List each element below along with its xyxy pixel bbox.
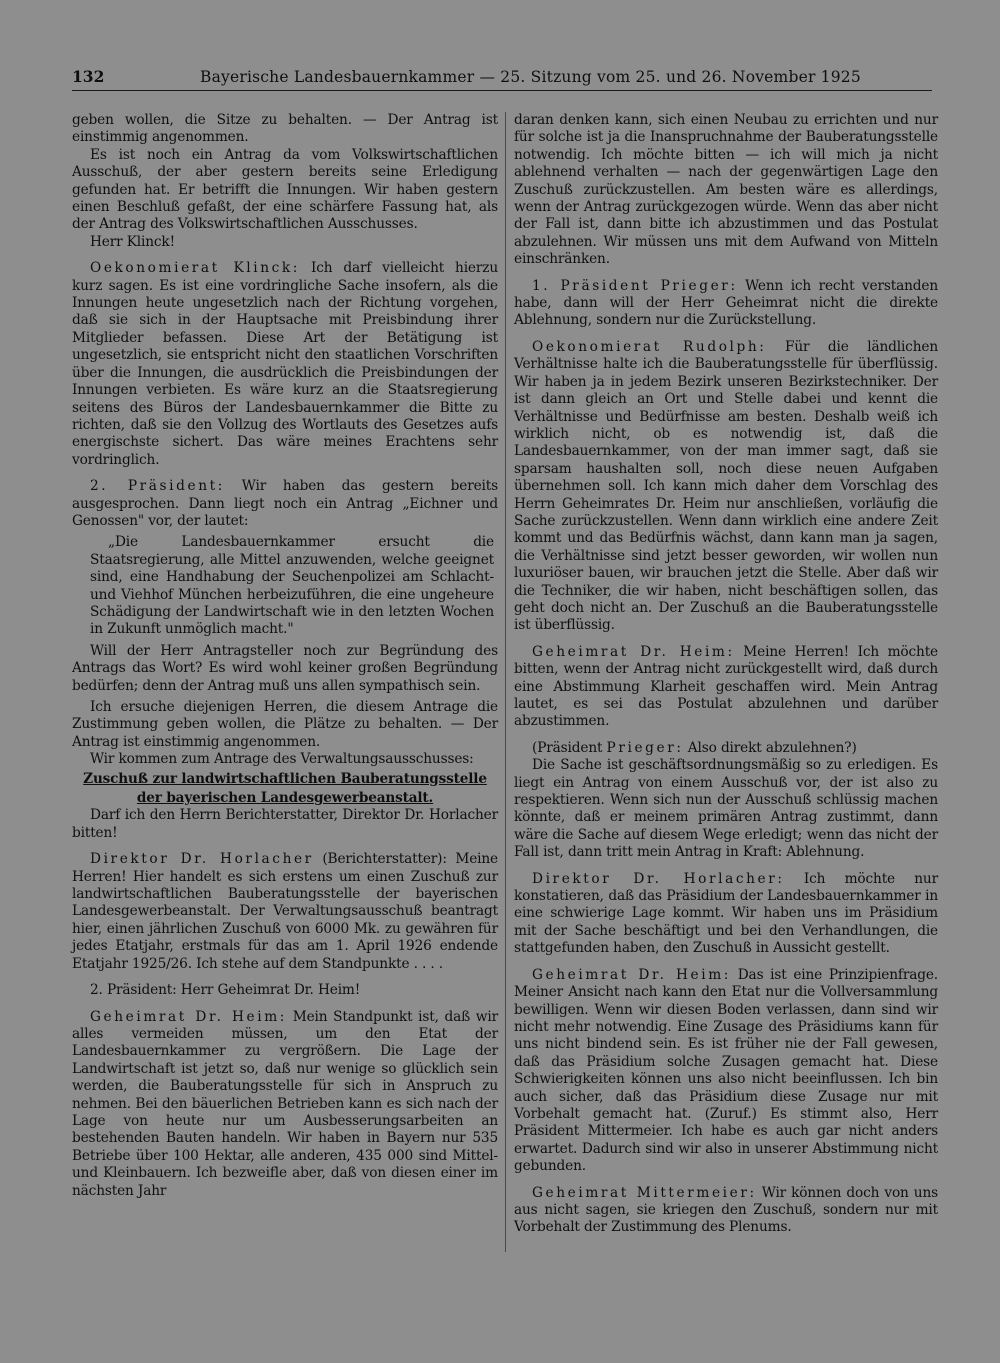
speech-text: Meine Herren! Ich möchte bitten, wenn der Antrag nicht zurückgestellt wird, daß durch eine Abstimmung Klarheit geschaffen wird. Mein Antrag lautet, es sei das Postulat abzulehnen und darüber abzustimmen. [514, 643, 939, 730]
left-column [72, 112, 498, 1200]
speech-text: Für die ländlichen Verhältnisse halte ich die Bauberatungsstelle für überflüssig. Wir haben ja in jedem Bezirk unseren Bezirkstechniker. Der ist dann gleich an Ort und Stelle dabei und kennt die Verhältnisse und Bedürfnisse am besten. Deshalb weiß ich wirklich nicht, ob es notwendig ist, daß die Landesbauernkammer, von der man immer sagt, daß sie sparsam haushalten soll, noch diese neuen Aufgaben übernehmen soll. Ich kann mich daher dem Vorschlag des Herrn Geheimrates Dr. Heim nur anschließen, vorläufig die Sache zurückzustellen. Wenn dann wirklich eine andere Zeit kommt und das Bedürfnis wächst, dann kann man ja sagen, die Verhältnisse sind jetzt besser geworden, wir wollen nun luxuriöser bauen, wir brauchen jetzt die Stelle. Aber daß wir die Techniker, die wir haben, nicht beschäftigen sollen, das geht doch nicht an. Der Zuschuß an die Bauberatungsstelle ist überflüssig. [514, 338, 938, 634]
paragraph: geben wollen, die Sitze zu behalten. — Der Antrag ist einstimmig angenommen. [72, 112, 498, 146]
interjection-text: Also direkt abzulehnen?) [683, 739, 857, 756]
paragraph: Es ist noch ein Antrag da vom Volkswirtschaftlichen Ausschuß, der aber gestern bereits seine Erledigung gefunden hat. Er betrifft die Innungen. Wir haben gestern einen Beschluß gefaßt, der eine schärfere Fassung hat, als der Antrag des Volkswirtschaftlichen Ausschusses. [72, 146, 498, 233]
right-column [514, 112, 938, 1237]
paragraph: Darf ich den Herrn Berichterstatter, Direktor Dr. Horlacher bitten! [72, 807, 498, 841]
interjection-text: (Präsident [532, 739, 607, 756]
speech-paragraph [72, 851, 498, 973]
section-heading: der bayerischen Landesgewerbeanstalt. [136, 790, 434, 807]
speech-paragraph [72, 260, 498, 469]
speech-text: (Berichterstatter): Meine Herren! Hier handelt es sich erstens um einen Zuschuß zur landwirtschaftlichen Bauberatungsstelle der bayerischen Landesgewerbeanstalt. Der Verwaltungsausschuß beantragt hier, einen jährlichen Zuschuß von 6000 Mk. zu gewähren für jedes Etatjahr, erstmals für das am 1. April 1926 endende Etatjahr 1925/26. Ich stehe auf dem Standpunkte . . . . [72, 851, 498, 972]
speaker-name: Geheimrat Mittermeier: [532, 1184, 757, 1201]
speech-paragraph [514, 644, 938, 731]
speaker-name: Geheimrat Dr. Heim: [90, 1008, 287, 1025]
speaker-name: Oekonomierat Rudolph: [532, 338, 767, 355]
motion-quote: „Die Landesbauernkammer ersucht die Staatsregierung, alle Mittel anzuwenden, welche geeignet sind, eine Handhabung der Seuchenpolizei am Schlacht- und Viehhof München herbeizuführen, die eine ungeheure Schädigung der Landwirtschaft wie in den letzten Wochen in Zukunft unmöglich macht." [90, 534, 494, 638]
speech-text: Wenn ich recht verstanden habe, dann will der Herr Geheimrat nicht die direkte Ablehnung, sondern nur die Zurückstellung. [514, 277, 938, 329]
speaker-name: Oekonomierat Klinck: [90, 260, 301, 277]
speech-paragraph [514, 1185, 938, 1237]
speech-paragraph [72, 1009, 498, 1200]
page-number: 132 [72, 67, 105, 86]
paragraph: 2. Präsident: Herr Geheimrat Dr. Heim! [90, 982, 361, 999]
speech-paragraph [514, 339, 938, 635]
speaker-name: Prieger: [606, 739, 684, 756]
speaker-name: Geheimrat Dr. Heim: [532, 966, 732, 983]
speaker-name: 1. Präsident Prieger: [532, 277, 738, 294]
paragraph: daran denken kann, sich einen Neubau zu errichten und nur für solche ist ja die Inanspruchnahme der Bauberatungsstelle notwendig. Ich möchte bitten — ich will mich ja nicht ablehnend verhalten — nach der gegenwärtigen Lage den Zuschuß zurückzustellen. Am besten wäre es allerdings, wenn der Antrag zurückgezogen würde. Wenn das aber nicht der Fall ist, dann bitte ich abzustimmen und das Postulat abzulehnen. Wir müssen uns mit dem Aufwand von Mitteln einschränken. [514, 112, 938, 268]
column-divider [505, 112, 506, 1252]
paragraph: Die Sache ist geschäftsordnungsmäßig so zu erledigen. Es liegt ein Antrag von einem Ausschuß vor, der ist also zu respektieren. Wenn sich nun der Ausschuß schlüssig machen könnte, daß er meinem primären Antrag zustimmt, dann wäre die Sache auf diesem Wege erledigt; wenn das nicht der Fall ist, dann tritt mein Antrag in Kraft: Ablehnung. [514, 757, 938, 861]
paragraph: Herr Klinck! [90, 233, 175, 250]
speech-text: Das ist eine Prinzipienfrage. Meiner Ansicht nach kann den Etat nur die Vollversammlung bewilligen. Wenn wir diesen Boden verlassen, dann sind wir nicht mehr notwendig. Eine Zusage des Präsidiums kann für uns nicht bindend sein. Es ist früher nie der Fall gewesen, daß das Präsidium solche Zusagen gemacht hat. Diese Schwierigkeiten können uns also nicht beeinflussen. Ich bin auch sicher, daß das Präsidium diese Zusage nur mit Vorbehalt gemacht hat. (Zuruf.) Es stimmt also, Herr Präsident Mittermeier. Ich habe es auch gar nicht anders erwartet. Dadurch sind wir also in unserer Abstimmung nicht gebunden. [514, 966, 938, 1175]
speech-paragraph [514, 967, 938, 1176]
paragraph: Will der Herr Antragsteller noch zur Begründung des Antrags das Wort? Es wird wohl keiner großen Begründung bedürfen; denn der Antrag muß uns allen sympathisch sein. [72, 642, 498, 694]
paragraph: Ich ersuche diejenigen Herren, die diesem Antrage die Zustimmung geben wollen, die Plätze zu behalten. — Der Antrag ist einstimmig angenommen. [72, 699, 498, 750]
paragraph: Wir kommen zum Antrage des Verwaltungsausschusses: [90, 751, 474, 768]
running-head: Bayerische Landesbauernkammer — 25. Sitzung vom 25. und 26. November 1925 [200, 68, 861, 86]
speech-paragraph [514, 871, 938, 958]
speaker-name: Geheimrat Dr. Heim: [532, 643, 735, 660]
speech-text: Wir haben das gestern bereits ausgesprochen. Dann liegt noch ein Antrag „Eichner und Genossen" vor, der lautet: [72, 478, 498, 529]
speaker-name: 2. Präsident: [90, 478, 225, 495]
speaker-name: Direktor Dr. Horlacher: [532, 870, 785, 887]
speech-text: Ich darf vielleicht hierzu kurz sagen. Es ist eine vordringliche Sache insofern, als die Innungen heute ungesetzlich nach der Richtung vorgehen, daß sie sich in der Hauptsache mit Preisbindung ihrer Mitglieder befassen. Diese Art der Betätigung ist ungesetzlich, sie entspricht nicht den staatlichen Vorschriften über die Innungen, die ausdrücklich die Preisbindungen der Innungen verbieten. Es wäre kurz an die Staatsregierung seitens des Büros der Landesbauernkammer die Bitte zu richten, daß sie den Vollzug des Wortlauts des Gesetzes aufs energischste sichert. Das wäre meines Erachtens sehr vordringlich. [72, 260, 499, 468]
page-header [72, 66, 932, 91]
speech-text: Mein Standpunkt ist, daß wir alles vermeiden müssen, um den Etat der Landesbauernkammer zu vergrößern. Die Lage der Landwirtschaft ist jetzt so, daß nur wenige so glücklich sein werden, die Bauberatungsstelle für sich in Anspruch zu nehmen. Bei den bäuerlichen Betrieben kann es sich nach der Lage von heute nur um Ausbesserungsarbeiten an bestehenden Bauten handeln. Wir haben in Bayern nur 535 Betriebe über 100 Hektar, alle anderen, 435 000 sind Mittel- und Kleinbauern. Ich bezweifle aber, daß von diesen einer im nächsten Jahr [72, 1008, 498, 1199]
speech-paragraph [514, 278, 938, 330]
speech-text: Wir können doch von uns aus nicht sagen, sie kriegen den Zuschuß, sondern nur mit Vorbehalt der Zustimmung des Plenums. [514, 1184, 938, 1236]
interjection [514, 740, 938, 757]
speaker-name: Direktor Dr. Horlacher [90, 851, 314, 868]
section-heading: Zuschuß zur landwirtschaftlichen Bauberatungsstelle [83, 770, 487, 787]
speech-text: Ich möchte nur konstatieren, daß das Präsidium der Landesbauernkammer in eine schwierige Lage kommt. Wir haben uns im Präsidium mit der Sache beschäftigt und bei den Verhandlungen, die stattgefunden haben, den Zuschuß in Aussicht gestellt. [514, 870, 938, 957]
speech-paragraph [72, 478, 498, 530]
